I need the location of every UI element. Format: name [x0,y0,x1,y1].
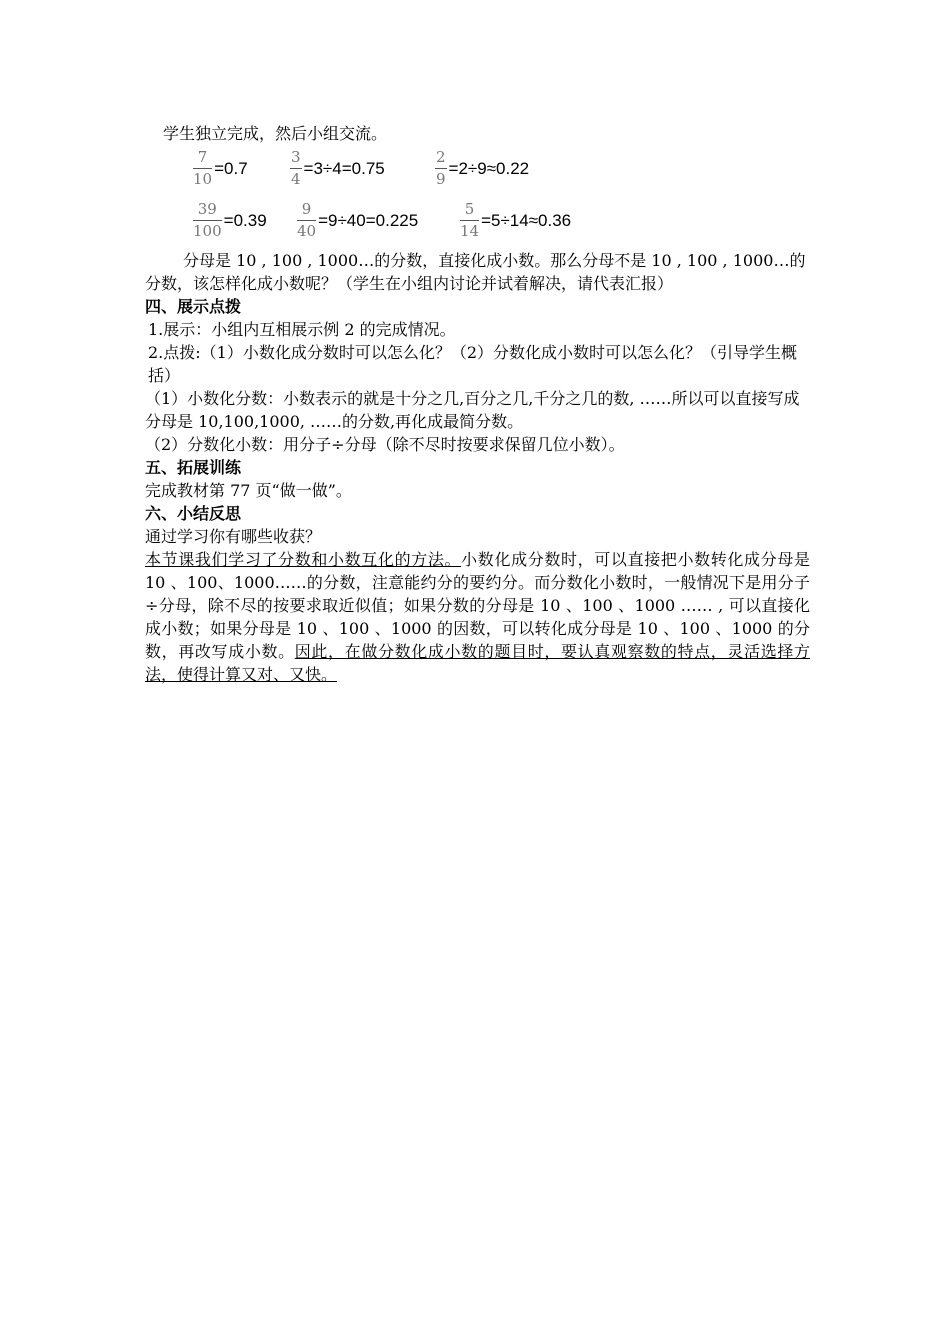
fraction [435,148,447,189]
fraction [290,148,302,189]
fraction-result: =9÷40=0.225 [318,210,419,230]
fraction-bar [297,220,316,221]
document-page [145,122,810,686]
section4-point2: （2）分数化小数：用分子÷分母（除不尽时按要求保留几位小数）。 [145,435,625,454]
fraction-result: =5÷14≈0.36 [481,210,572,230]
fraction-item [193,200,297,241]
fraction-bar [193,168,212,169]
denominator: 10 [193,169,213,188]
fraction-row-2 [145,197,810,243]
denominator: 9 [436,169,446,188]
fraction-item [460,200,571,241]
fraction-bar [193,220,222,221]
section-heading-6: 六、小结反思 [145,504,242,523]
numerator: 39 [197,199,217,218]
section-heading-4: 四、展示点拨 [145,297,242,316]
denominator: 100 [193,221,222,240]
fraction-row-1 [145,145,810,191]
numerator: 3 [291,147,301,166]
summary-underlined-end: 因此，在做分数化成小数的题目时，要认真观察数的特点，灵活选择方法，使得计算又对、又快。 [145,642,810,684]
fraction-result: =0.39 [223,210,267,230]
section4-item1: 1.展示：小组内互相展示例 2 的完成情况。 [148,320,456,339]
denominator: 14 [460,221,480,240]
denominator-paragraph: 分母是 10 , 100 , 1000…的分数，直接化成小数。那么分母不是 10 , 100 , 1000…的分数，该怎样化成小数呢？（学生在小组内讨论并试着解决，请代表汇报） [145,251,806,293]
fraction [193,200,222,241]
fraction-bar [435,168,447,169]
denominator: 40 [297,221,317,240]
summary-underlined-start: 本节课我们学习了分数和小数互化的方法。 [145,550,462,569]
fraction [193,148,212,189]
intro-text: 学生独立完成，然后小组交流。 [163,124,388,143]
summary-paragraph [145,548,810,686]
fraction-result: =2÷9≈0.22 [448,158,530,178]
fraction [297,200,316,241]
section5-text: 完成教材第 77 页“做一做”。 [145,481,352,500]
section4-point1: （1）小数化分数：小数表示的就是十分之几,百分之几,千分之几的数, ……所以可以直接写成分母是 10,100,1000, ……的分数,再化成最简分数。 [145,389,800,431]
fraction-item [193,148,290,189]
numerator: 7 [197,147,208,166]
fraction-bar [290,168,302,169]
fraction-bar [460,220,479,221]
fraction-item [297,200,460,241]
numerator: 9 [301,199,312,218]
section4-item2: 2.点拨:（1）小数化成分数时可以怎么化？（2）分数化成小数时可以怎么化？（引导学生概括） [148,343,798,385]
denominator: 4 [291,169,301,188]
section6-question: 通过学习你有哪些收获？ [145,527,322,546]
fraction-item [435,148,529,189]
fraction-result: =0.7 [214,158,248,178]
summary-middle: 小数化成分数时，可以直接把小数转化成分母是 10 、100、1000……的分数，注意能约分的要约分。而分数化小数时，一般情况下是用分子÷分母，除不尽的按要求取近似值；如果分数的分母是 10 、100 、1000 …… , 可以直接化成小数；如果分母是 10 、100 、1000 的因数，可以转化成分母是 10 、100 、1000 的分数，再改写成小数。 [145,550,810,661]
fraction-result: =3÷4=0.75 [303,158,385,178]
fraction [460,200,479,241]
numerator: 2 [436,147,446,166]
section-heading-5: 五、拓展训练 [145,458,242,477]
numerator: 5 [464,199,475,218]
fraction-item [290,148,435,189]
